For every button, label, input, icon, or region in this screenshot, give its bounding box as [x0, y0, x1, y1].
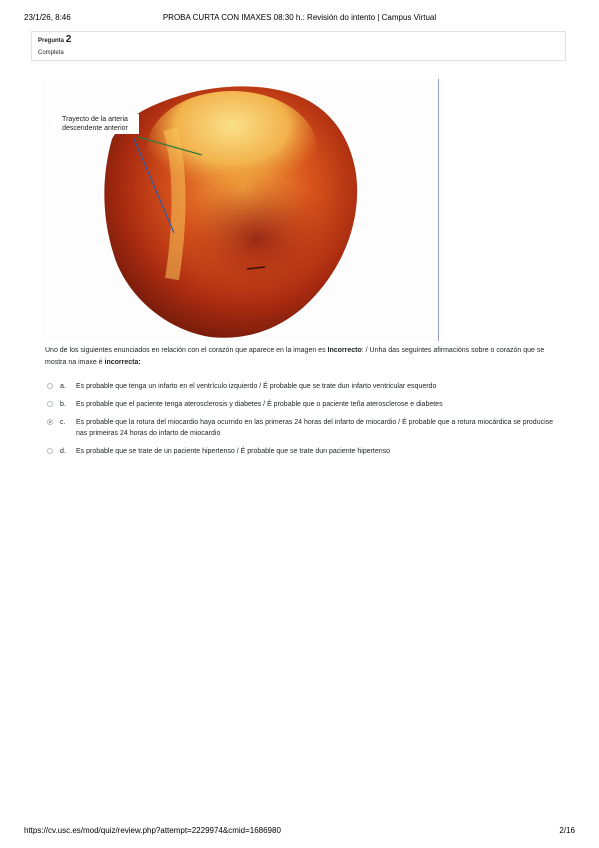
image-border [438, 79, 439, 341]
answer-option[interactable] [47, 446, 557, 457]
question-text-part: : / Unha das seguintes afirmacións sobre o corazón que se mostra na imaxe é [45, 347, 545, 366]
question-emphasis: incorrecta: [104, 359, 141, 366]
print-url: https://cv.usc.es/mod/quiz/review.php?attempt=2229974&cmid=1686980 [24, 826, 281, 835]
question-text-part: Uno de los siguientes enunciados en relación con el corazón que aparece en la imagen es [45, 347, 328, 354]
print-page-number: 2/16 [559, 826, 575, 835]
answer-option[interactable] [47, 417, 557, 439]
answer-option[interactable] [47, 381, 557, 392]
answer-letter: c. [60, 419, 66, 426]
question-text [45, 345, 555, 369]
radio-button[interactable] [47, 383, 53, 389]
answer-text: Es probable que se trate de un paciente hipertenso / É probable que se trate dun paciente hipertenso [76, 448, 391, 455]
print-datetime: 23/1/26, 8:46 [24, 13, 71, 22]
answer-list [47, 381, 557, 464]
artery-annotation: Trayecto de la arteria descendente anterior [51, 114, 139, 134]
radio-button[interactable] [47, 448, 53, 454]
question-number-value: 2 [65, 34, 72, 45]
question-number [38, 34, 71, 45]
print-header [24, 13, 575, 27]
answer-text: Es probable que tenga un infarto en el ventrículo izquierdo / É probable que se trate dun infarto ventricular esquerdo [76, 383, 437, 390]
answer-text: Es probable que la rotura del miocardio haya ocurrido en las primeras 24 horas del infarto de miocardio / É probable que a rotura miocárdica se producise nas primeiras 24 horas do infarto de miocardio [76, 419, 554, 437]
question-emphasis: Incorrecto [327, 347, 362, 354]
print-page-title: PROBA CURTA CON IMAXES 08:30 h.: Revisión do intento | Campus Virtual [162, 13, 437, 22]
answer-letter: b. [60, 401, 66, 408]
answer-text: Es probable que el paciente tenga aterosclerosis y diabetes / É probable que o paciente teña aterosclerose e diabetes [76, 401, 443, 408]
answer-letter: d. [60, 448, 66, 455]
question-info-box [31, 31, 566, 61]
answer-option[interactable] [47, 399, 557, 410]
answer-letter: a. [60, 383, 66, 390]
radio-button[interactable] [47, 401, 53, 407]
radio-button-selected[interactable] [47, 419, 53, 425]
heart-image [42, 79, 439, 341]
question-label: Pregunta [38, 38, 65, 44]
question-state: Completa [38, 50, 64, 56]
